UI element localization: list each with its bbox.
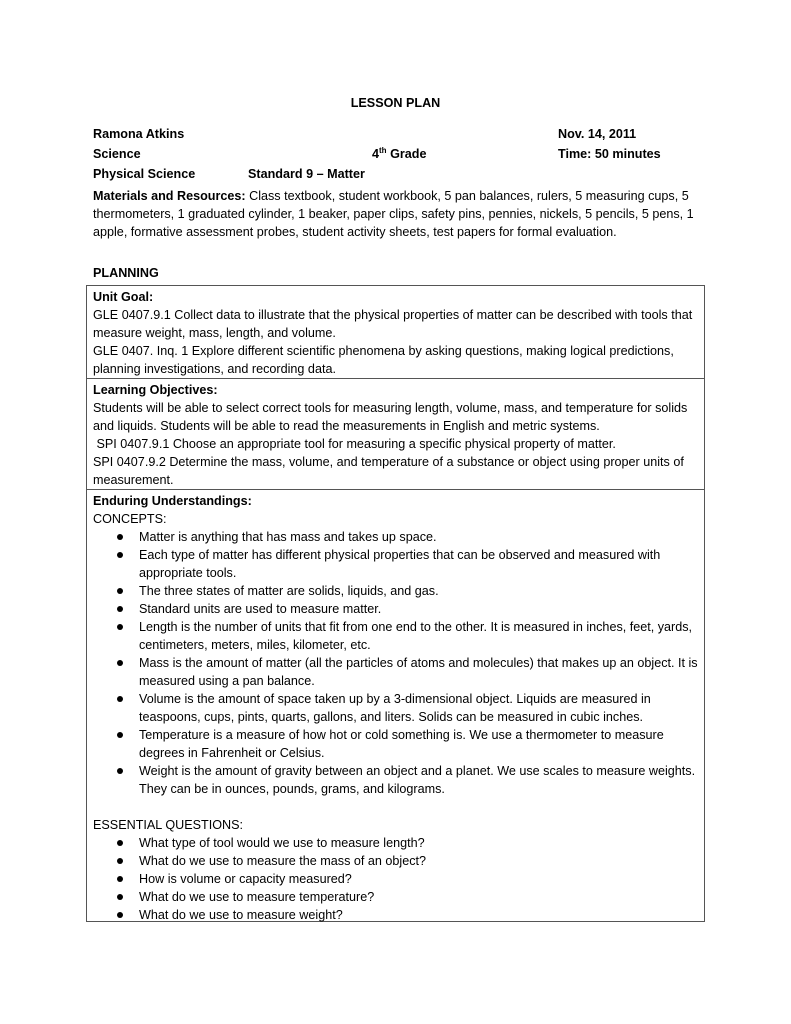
- list-item: What type of tool would we use to measure length?: [139, 834, 698, 852]
- learning-objective-line: SPI 0407.9.2 Determine the mass, volume, and temperature of a substance or object using proper units of measurement.: [93, 455, 684, 487]
- essential-questions-label: ESSENTIAL QUESTIONS:: [93, 818, 243, 832]
- list-item: What do we use to measure temperature?: [139, 888, 698, 906]
- planning-heading: PLANNING: [93, 266, 159, 280]
- teacher-name: Ramona Atkins: [93, 127, 185, 141]
- list-item: Each type of matter has different physical properties that can be observed and measured with appropriate tools.: [139, 546, 698, 582]
- essential-questions-list: [93, 834, 698, 924]
- unit-goal-line: GLE 0407.9.1 Collect data to illustrate that the physical properties of matter can be described with tools that measure weight, mass, length, and volume.: [93, 308, 693, 340]
- grade: [372, 145, 426, 163]
- list-item: What do we use to measure weight?: [139, 906, 698, 924]
- spacer: [93, 798, 698, 816]
- list-item: Temperature is a measure of how hot or cold something is. We use a thermometer to measure degrees in Fahrenheit or Celsius.: [139, 726, 698, 762]
- planning-table: [86, 285, 705, 922]
- list-item: Mass is the amount of matter (all the particles of atoms and molecules) that makes up an object. It is measured using a pan balance.: [139, 656, 698, 688]
- lesson-time: Time: 50 minutes: [558, 147, 661, 161]
- materials-text: Class textbook, student workbook, 5 pan balances, rulers, 5 measuring cups, 5 thermometers, 1 graduated cylinder, 1 beaker, paper clips, safety pins, pennies, nickels, 5 pencils, 5 pens, 1 apple, formative assessment probes, student activity sheets, test papers for formal evaluation.: [93, 189, 694, 239]
- materials-and-resources: [93, 187, 698, 241]
- unit-goal-section: [87, 286, 704, 378]
- standard: Standard 9 – Matter: [248, 167, 365, 181]
- subject: Science: [93, 147, 141, 161]
- unit-goal-label: Unit Goal:: [93, 290, 154, 304]
- list-item: The three states of matter are solids, liquids, and gas.: [139, 582, 698, 600]
- list-item: What do we use to measure the mass of an object?: [139, 852, 698, 870]
- learning-objectives-section: [87, 378, 704, 489]
- list-item: Matter is anything that has mass and takes up space.: [139, 528, 698, 546]
- grade-word: Grade: [390, 147, 427, 161]
- lesson-date: Nov. 14, 2011: [558, 127, 637, 141]
- enduring-understandings-label: Enduring Understandings:: [93, 494, 252, 508]
- concepts-list: [93, 528, 698, 798]
- topic: Physical Science: [93, 167, 196, 181]
- grade-suffix: th: [379, 145, 387, 155]
- list-item: Volume is the amount of space taken up by a 3-dimensional object. Liquids are measured in teaspoons, cups, pints, quarts, gallons, and liters. Solids can be measured in cubic inches.: [139, 690, 698, 726]
- grade-number: 4: [372, 147, 380, 161]
- enduring-understandings-section: [87, 489, 704, 924]
- list-item: Weight is the amount of gravity between an object and a planet. We use scales to measure weights. They can be in ounces, pounds, grams, and kilograms.: [139, 762, 698, 798]
- concepts-label: CONCEPTS:: [93, 512, 167, 526]
- page-title: LESSON PLAN: [350, 96, 441, 110]
- list-item: Standard units are used to measure matter.: [139, 600, 698, 618]
- materials-label: Materials and Resources:: [93, 189, 246, 203]
- list-item: Length is the number of units that fit from one end to the other. It is measured in inches, feet, yards, centimeters, meters, miles, kilometer, etc.: [139, 618, 698, 654]
- list-item: How is volume or capacity measured?: [139, 870, 698, 888]
- learning-objectives-label: Learning Objectives:: [93, 383, 218, 397]
- learning-objective-line: Students will be able to select correct tools for measuring length, volume, mass, and temperature for solids and liquids. Students will be able to read the measurements in English and metric systems.: [93, 401, 688, 433]
- learning-objective-line: SPI 0407.9.1 Choose an appropriate tool for measuring a specific physical property of matter.: [93, 437, 616, 451]
- unit-goal-line: GLE 0407. Inq. 1 Explore different scientific phenomena by asking questions, making logical predictions, planning investigations, and recording data.: [93, 344, 674, 376]
